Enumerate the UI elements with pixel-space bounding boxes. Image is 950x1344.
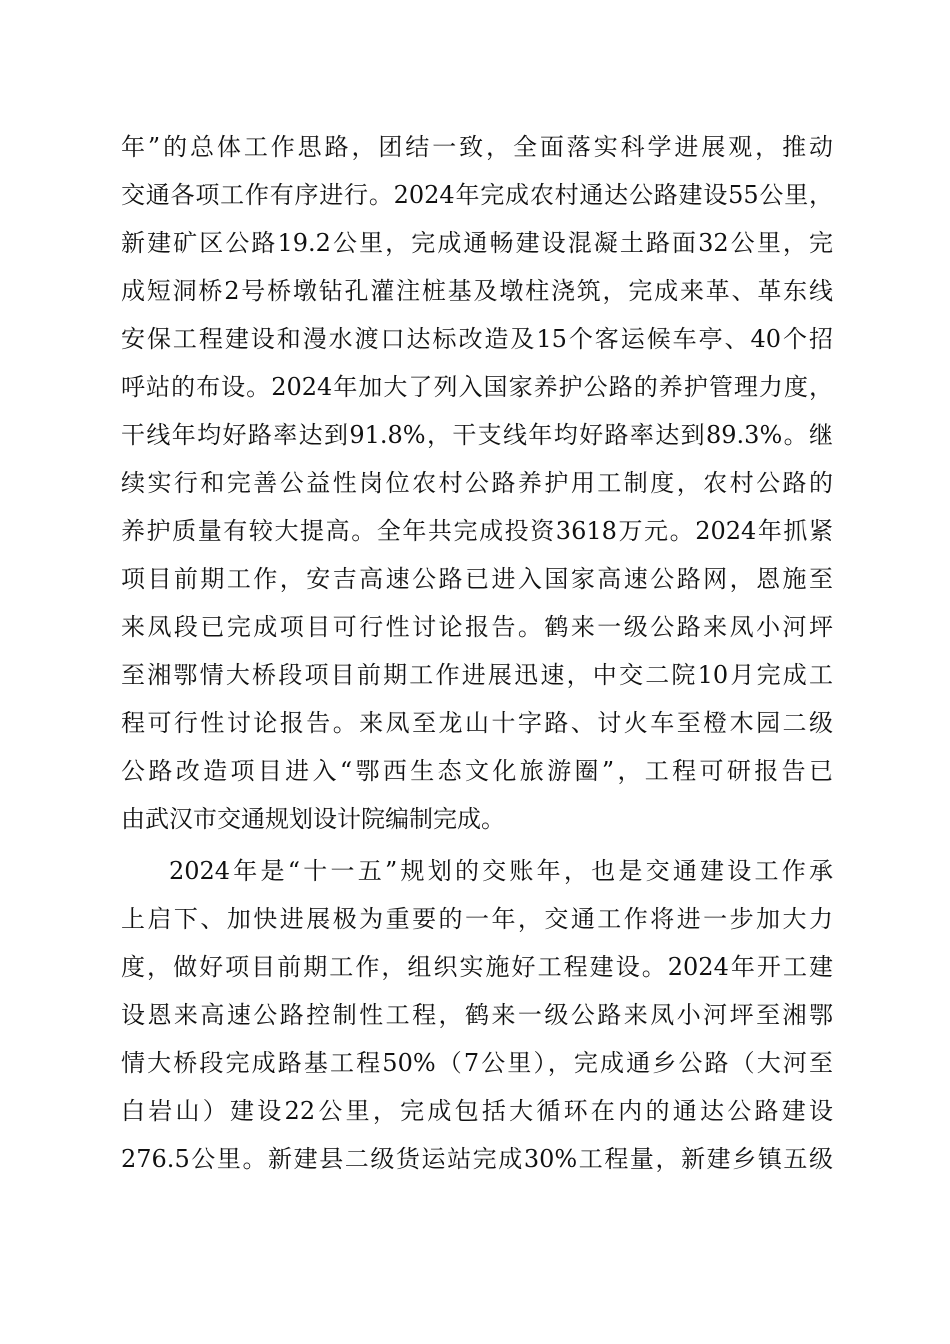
text-line: 公路改造项目进入“鄂西生态文化旅游圈”，工程可研报告已 <box>121 757 833 785</box>
text-line: 年”的总体工作思路，团结一致，全面落实科学进展观，推动 <box>121 133 833 161</box>
text-line: 养护质量有较大提高。全年共完成投资3618万元。2024年抓紧 <box>121 517 833 545</box>
text-line: 呼站的布设。2024年加大了列入国家养护公路的养护管理力度， <box>121 373 833 401</box>
text-line: 成短洞桥2号桥墩钻孔灌注桩基及墩柱浇筑，完成来革、革东线 <box>121 277 833 305</box>
text-line: 由武汉市交通规划设计院编制完成。 <box>121 805 505 833</box>
text-line: 上启下、加快进展极为重要的一年，交通工作将进一步加大力 <box>121 905 833 933</box>
text-line: 交通各项工作有序进行。2024年完成农村通达公路建设55公里， <box>121 181 833 209</box>
text-line: 干线年均好路率达到91.8%，干支线年均好路率达到89.3%。继 <box>121 421 833 449</box>
text-line: 项目前期工作，安吉高速公路已进入国家高速公路网，恩施至 <box>121 565 833 593</box>
text-line: 设恩来高速公路控制性工程，鹤来一级公路来凤小河坪至湘鄂 <box>121 1001 833 1029</box>
text-line: 续实行和完善公益性岗位农村公路养护用工制度，农村公路的 <box>121 469 833 497</box>
text-line: 2024年是“十一五”规划的交账年，也是交通建设工作承 <box>169 857 833 885</box>
text-line: 安保工程建设和漫水渡口达标改造及15个客运候车亭、40个招 <box>121 325 833 353</box>
text-line: 新建矿区公路19.2公里，完成通畅建设混凝土路面32公里，完 <box>121 229 833 257</box>
text-line: 至湘鄂情大桥段项目前期工作进展迅速，中交二院10月完成工 <box>121 661 833 689</box>
text-line: 程可行性讨论报告。来凤至龙山十字路、讨火车至橙木园二级 <box>121 709 833 737</box>
text-line: 度，做好项目前期工作，组织实施好工程建设。2024年开工建 <box>121 953 833 981</box>
text-line: 276.5公里。新建县二级货运站完成30%工程量，新建乡镇五级 <box>121 1145 833 1173</box>
text-line: 情大桥段完成路基工程50%（7公里），完成通乡公路（大河至 <box>121 1049 833 1077</box>
text-line: 来凤段已完成项目可行性讨论报告。鹤来一级公路来凤小河坪 <box>121 613 833 641</box>
text-line: 白岩山）建设22公里，完成包括大循环在内的通达公路建设 <box>121 1097 833 1125</box>
